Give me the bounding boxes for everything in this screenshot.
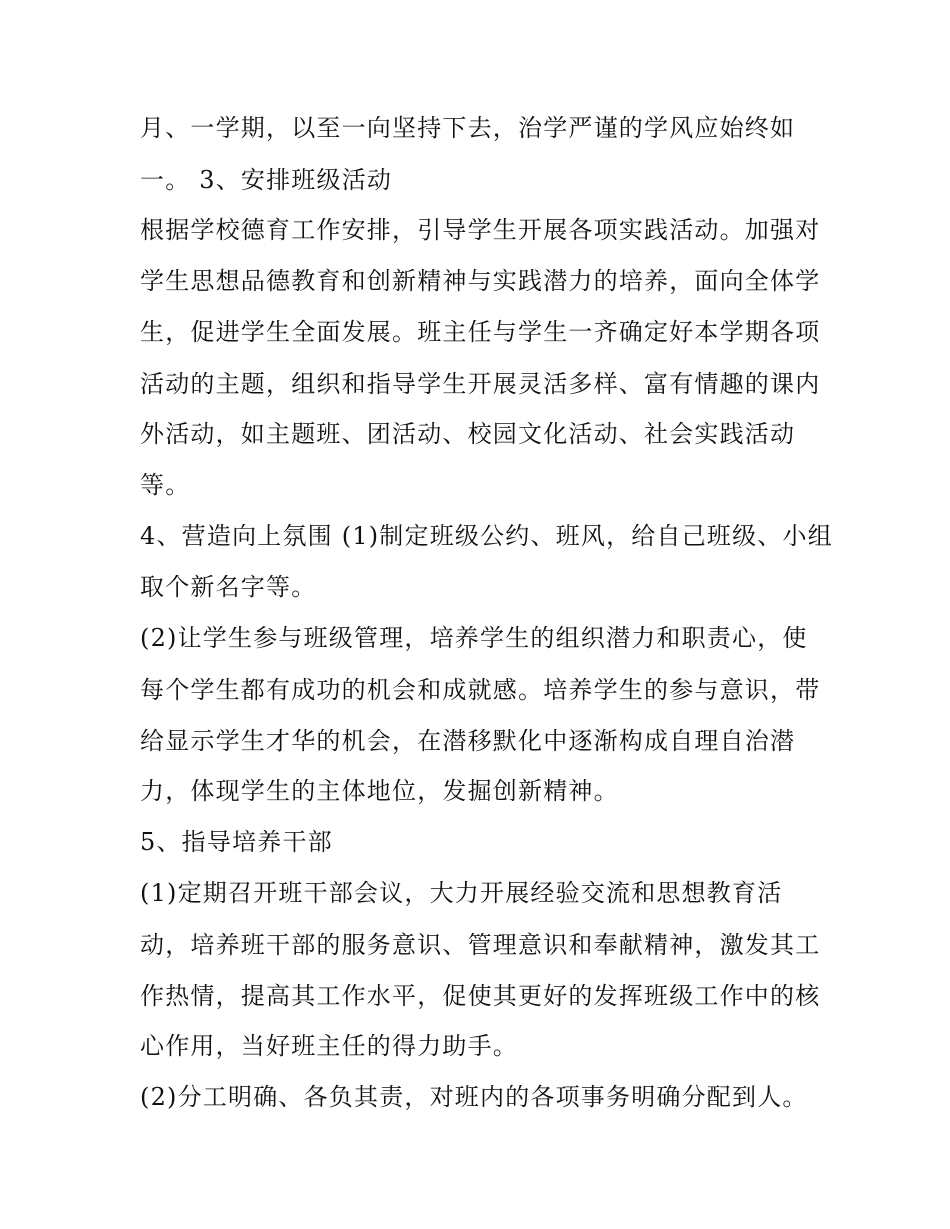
text-line: 等。 xyxy=(140,471,191,499)
text-line: 根据学校德育工作安排，引导学生开展各项实践活动。加强对 xyxy=(140,216,821,244)
text-line: 月、一学期，以至一向坚持下去，治学严谨的学风应始终如 xyxy=(140,114,796,142)
text-line: 学生思想品德教育和创新精神与实践潜力的培养，面向全体学 xyxy=(140,267,821,295)
text-line: 给显示学生才华的机会，在潜移默化中逐渐构成自理自治潜 xyxy=(140,727,796,755)
text-line: (1)定期召开班干部会议，大力开展经验交流和思想教育活 xyxy=(140,879,783,907)
text-line: 力，体现学生的主体地位，发掘创新精神。 xyxy=(140,777,619,805)
text-line: 作热情，提高其工作水平，促使其更好的发挥班级工作中的核 xyxy=(140,982,821,1010)
section-heading-5: 5、指导培养干部 xyxy=(140,828,333,856)
text-line: 生，促进学生全面发展。班主任与学生一齐确定好本学期各项 xyxy=(140,318,821,346)
text-line: (2)让学生参与班级管理，培养学生的组织潜力和职责心，使 xyxy=(140,624,808,652)
text-line: 一。 3、安排班级活动 xyxy=(140,166,393,194)
text-line: 每个学生都有成功的机会和成就感。培养学生的参与意识，带 xyxy=(140,676,821,704)
text-line: 活动的主题，组织和指导学生开展灵活多样、富有情趣的课内 xyxy=(140,370,821,398)
text-line: 心作用，当好班主任的得力助手。 xyxy=(140,1032,518,1060)
text-line: 外活动，如主题班、团活动、校园文化活动、社会实践活动 xyxy=(140,420,796,448)
text-line: 取个新名字等。 xyxy=(140,573,317,601)
section-heading-4: 4、营造向上氛围 (1)制定班级公约、班风，给自己班级、小组 xyxy=(140,522,833,550)
text-line: 动，培养班干部的服务意识、管理意识和奉献精神，激发其工 xyxy=(140,931,821,959)
text-line: (2)分工明确、各负其责，对班内的各项事务明确分配到人。 xyxy=(140,1083,808,1111)
